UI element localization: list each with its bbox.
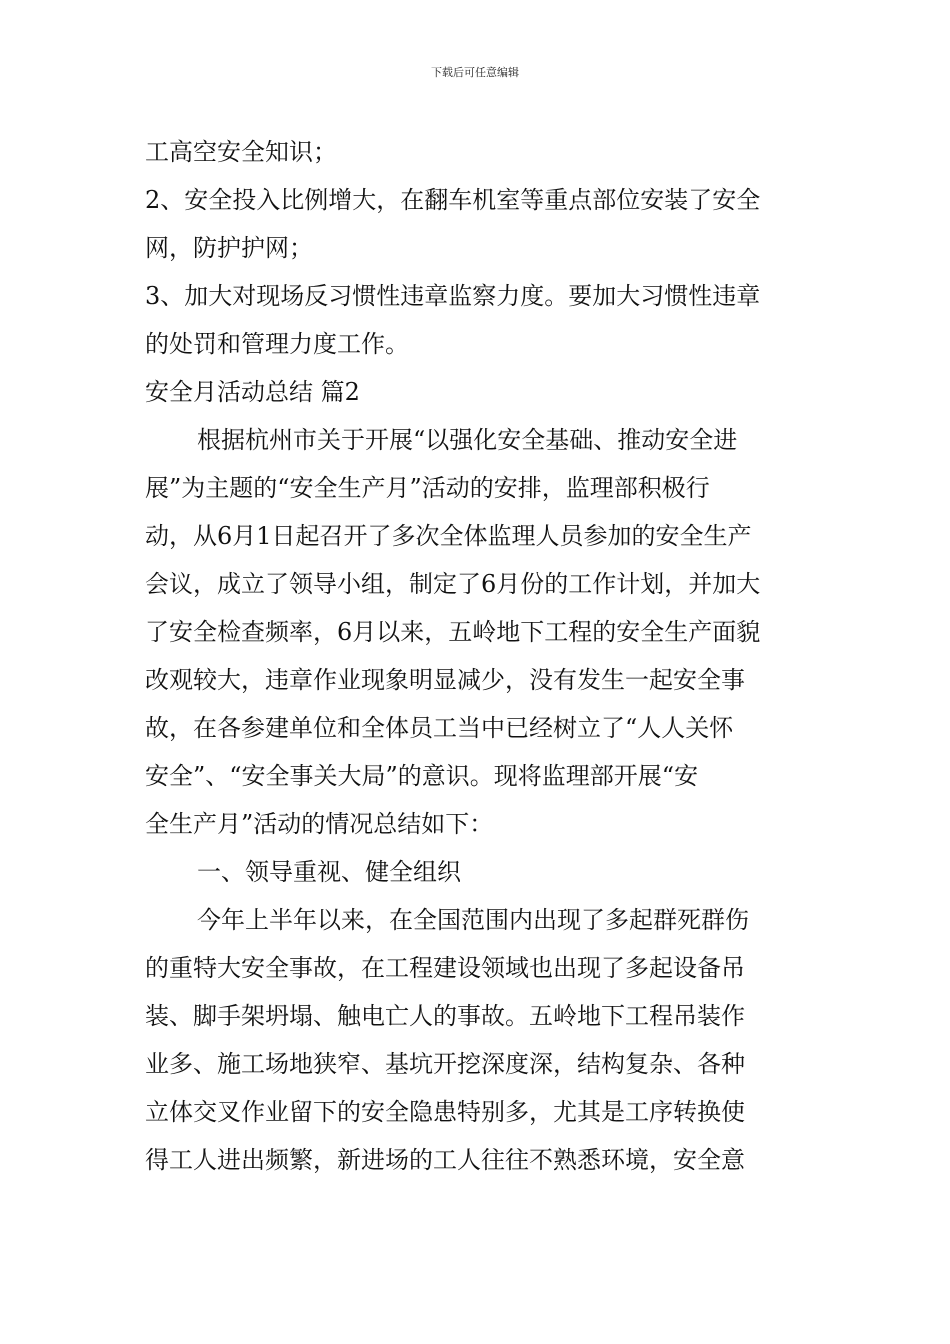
text-line: 安全”、“安全事关大局”的意识。现将监理部开展“安 xyxy=(145,762,699,790)
text-line: 的处罚和管理力度工作。 xyxy=(145,330,409,358)
list-item-2: 2、安全投入比例增大，在翻车机室等重点部位安装了安全 xyxy=(145,186,761,214)
text-line: 业多、施工场地狭窄、基坑开挖深度深，结构复杂、各种 xyxy=(145,1050,745,1078)
text-line: 全生产月”活动的情况总结如下： xyxy=(145,810,494,838)
text-line: 网，防护护网； xyxy=(145,234,313,262)
text-line: 工高空安全知识； xyxy=(145,138,337,166)
text-line: 立体交叉作业留下的安全隐患特别多，尤其是工序转换使 xyxy=(145,1098,745,1126)
text-line: 改观较大，违章作业现象明显减少，没有发生一起安全事 xyxy=(145,666,745,694)
list-item-3: 3、加大对现场反习惯性违章监察力度。要加大习惯性违章 xyxy=(145,282,761,310)
text-line: 会议，成立了领导小组，制定了6月份的工作计划，并加大 xyxy=(145,570,761,598)
text-line: 动，从6月1日起召开了多次全体监理人员参加的安全生产 xyxy=(145,522,752,550)
paragraph-start: 今年上半年以来，在全国范围内出现了多起群死群伤 xyxy=(197,906,749,934)
text-line: 展”为主题的“安全生产月”活动的安排，监理部积极行 xyxy=(145,474,710,502)
subsection-heading: 一、领导重视、健全组织 xyxy=(197,858,461,886)
text-line: 故，在各参建单位和全体员工当中已经树立了“人人关怀 xyxy=(145,714,734,742)
text-line: 的重特大安全事故，在工程建设领域也出现了多起设备吊 xyxy=(145,954,745,982)
text-line: 得工人进出频繁，新进场的工人往往不熟悉环境，安全意 xyxy=(145,1146,745,1174)
text-line: 装、脚手架坍塌、触电亡人的事故。五岭地下工程吊装作 xyxy=(145,1002,745,1030)
page-header-note: 下载后可任意编辑 xyxy=(431,66,519,79)
section-heading: 安全月活动总结 篇2 xyxy=(145,378,360,406)
paragraph-start: 根据杭州市关于开展“以强化安全基础、推动安全进 xyxy=(197,426,738,454)
document-body xyxy=(145,128,815,1184)
text-line: 了安全检查频率，6月以来，五岭地下工程的安全生产面貌 xyxy=(145,618,761,646)
